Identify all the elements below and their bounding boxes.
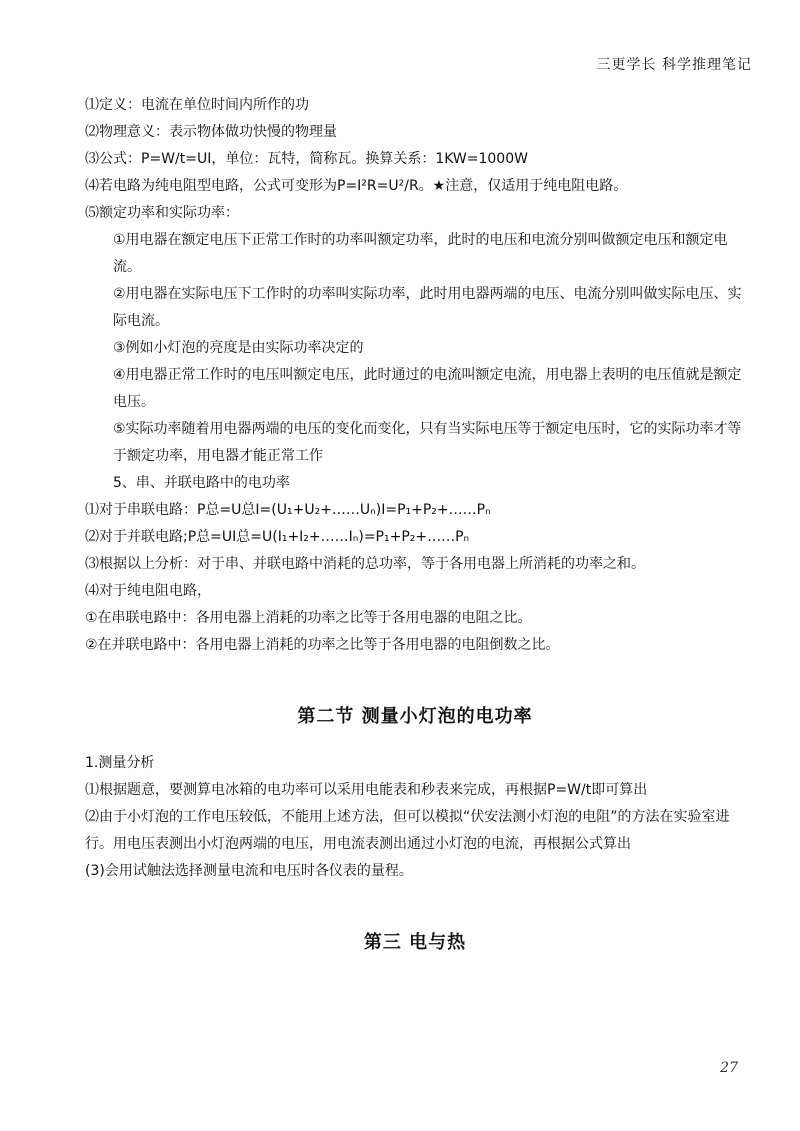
pure-resistance-formula-line: ⑷若电路为纯电阻型电路，公式可变形为P=I²R=U²/R。★注意，仅适用于纯电阻电路。 bbox=[85, 178, 628, 194]
rated-point-2: ②用电器在实际电压下工作时的功率叫实际功率，此时用电器两端的电压、电流分别叫做实际电压、实际电流。 bbox=[113, 286, 742, 329]
page-header: 三更学长 科学推理笔记 bbox=[596, 57, 752, 73]
pure-resistance-heading: ⑷对于纯电阻电路， bbox=[85, 583, 211, 599]
meaning-line: ⑵物理意义：表示物体做功快慢的物理量 bbox=[85, 124, 337, 140]
rated-point-4: ④用电器正常工作时的电压叫额定电压，此时通过的电流叫额定电流，用电器上表明的电压值就是额定电压。 bbox=[113, 367, 742, 410]
pure-resistance-series: ①在串联电路中：各用电器上消耗的功率之比等于各用电器的电阻之比。 bbox=[85, 610, 532, 626]
definition-line: ⑴定义：电流在单位时间内所作的功 bbox=[85, 97, 309, 113]
section-3-title: 第三 电与热 bbox=[363, 932, 467, 953]
analysis-line: ⑶根据以上分析：对于串、并联电路中消耗的总功率，等于各用电器上所消耗的功率之和。 bbox=[85, 556, 645, 572]
measurement-point-1: ⑴根据题意，要测算电冰箱的电功率可以采用电能表和秒表来完成，再根据P=W/t即可算出 bbox=[85, 782, 648, 798]
section-2-title: 第二节 测量小灯泡的电功率 bbox=[297, 706, 533, 727]
measurement-point-3: (3)会用试触法选择测量电流和电压时各仪表的量程。 bbox=[85, 863, 413, 879]
rated-point-5: ⑤实际功率随着用电器两端的电压的变化而变化，只有当实际电压等于额定电压时，它的实际功率才等于额定功率，用电器才能正常工作 bbox=[113, 421, 742, 464]
measurement-point-2: ⑵由于小灯泡的工作电压较低，不能用上述方法，但可以模拟“伏安法测小灯泡的电阻”的方法在实验室进行。用电压表测出小灯泡两端的电压，用电流表测出通过小灯泡的电流，再根据公式算出 bbox=[85, 809, 730, 852]
series-parallel-heading: 5、串、并联电路中的电功率 bbox=[113, 475, 290, 491]
rated-actual-heading: ⑸额定功率和实际功率： bbox=[85, 205, 239, 221]
measurement-analysis-heading: 1.测量分析 bbox=[85, 755, 155, 771]
rated-point-1: ①用电器在额定电压下正常工作时的功率叫额定功率，此时的电压和电流分别叫做额定电压和额定电流。 bbox=[113, 232, 728, 275]
page-number: 27 bbox=[720, 1060, 738, 1076]
parallel-circuit-formula: ⑵对于并联电路;P总=UI总=U(I₁+I₂+……Iₙ)=P₁+P₂+……Pₙ bbox=[85, 529, 470, 545]
page-content bbox=[85, 92, 745, 956]
formula-line: ⑶公式：P=W/t=UI，单位：瓦特，简称瓦。换算关系：1KW=1000W bbox=[85, 151, 528, 167]
pure-resistance-parallel: ②在并联电路中：各用电器上消耗的功率之比等于各用电器的电阻倒数之比。 bbox=[85, 637, 560, 653]
series-circuit-formula: ⑴对于串联电路：P总=U总I=(U₁+U₂+……Uₙ)I=P₁+P₂+……Pₙ bbox=[85, 502, 491, 518]
rated-point-3: ③例如小灯泡的亮度是由实际功率决定的 bbox=[113, 340, 364, 356]
